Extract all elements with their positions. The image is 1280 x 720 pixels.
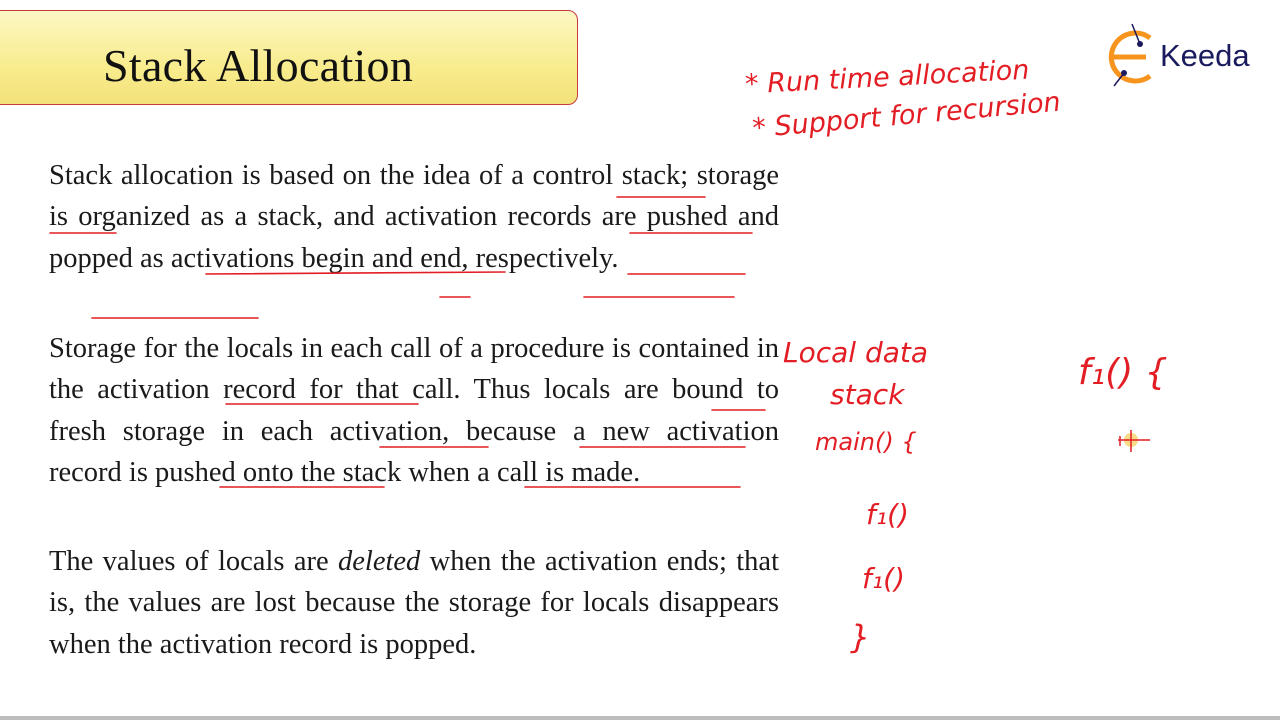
note-func-def: f₁() { — [1078, 352, 1168, 393]
note-main: main() { — [815, 428, 917, 456]
note-close-brace: } — [850, 618, 871, 656]
note-stack: stack — [830, 378, 905, 411]
paragraph-1: Stack allocation is based on the idea of a control stack; storage is organized as a stack, and activation records are pushed and popped as activations begin and end, respectively. — [49, 160, 779, 274]
underline-pushed-popped — [206, 272, 505, 274]
cursor-icon — [1118, 430, 1150, 452]
paragraph-3-start: The values of locals are — [49, 546, 338, 577]
note-local-data: Local data — [783, 336, 929, 369]
bottom-divider — [0, 716, 1280, 720]
note-runtime-allocation: * Run time allocation — [744, 54, 1031, 101]
slide-title: Stack Allocation — [103, 40, 414, 91]
paragraph-3-emphasis: deleted — [338, 546, 421, 577]
paragraph-3-end: when the activation ends; that is, the values are lost because the storage for locals disappears when the activation record is popped. — [49, 546, 779, 660]
paragraph-2: Storage for the locals in each call of a procedure is contained in the activation record for that call. Thus locals are bound to fresh storage in each activation, because a new activation record is pushed onto the stack when a call is made. — [49, 333, 779, 488]
logo-text: Keeda — [1160, 38, 1250, 73]
note-call-1: f₁() — [866, 498, 909, 531]
note-call-2: f₁() — [862, 562, 905, 595]
note-support-recursion: * Support for recursion — [751, 86, 1062, 145]
